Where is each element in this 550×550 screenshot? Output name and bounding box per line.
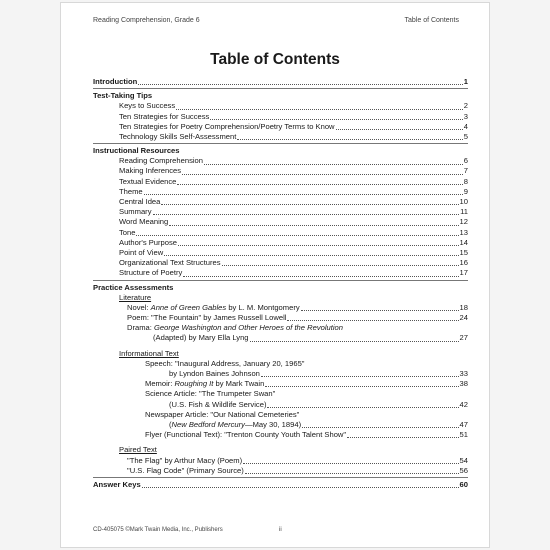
toc-entry: Novel: Anne of Green Gables by L. M. Montgomery 18: [127, 302, 468, 312]
toc-entry-line: Newspaper Article: "Our National Cemeteries": [145, 409, 300, 419]
subsection-heading-literature: Literature: [119, 292, 152, 302]
toc-entry: Keys to Success 2: [119, 101, 468, 111]
toc-entry: Reading Comprehension 6: [119, 156, 468, 166]
running-header-left: Reading Comprehension, Grade 6: [93, 17, 200, 24]
subsection-heading-informational: Informational Text: [119, 348, 179, 358]
toc-entry: Organizational Text Structures 16: [119, 258, 468, 268]
toc-entry: (Adapted) by Mary Ella Lyng 27: [153, 333, 468, 343]
toc-entry: Structure of Poetry 17: [119, 268, 468, 278]
toc-entry-line: Science Article: "The Trumpeter Swan": [145, 389, 276, 399]
toc-entry-line: Speech: "Inaugural Address, January 20, 1965": [145, 358, 305, 368]
subsection-heading-paired: Paired Text: [119, 445, 157, 455]
toc-entry-introduction: Introduction 1: [93, 76, 468, 86]
section-divider: [93, 477, 468, 478]
toc-entry: Point of View 15: [119, 247, 468, 257]
section-heading-instructional: Instructional Resources: [93, 146, 180, 156]
toc-entry: Summary 11: [119, 207, 468, 217]
section-divider: [93, 280, 468, 281]
toc-entry: Textual Evidence 8: [119, 176, 468, 186]
section-divider: [93, 143, 468, 144]
running-header-right: Table of Contents: [404, 17, 459, 24]
toc-entry: Central Idea 10: [119, 197, 468, 207]
toc-entry: Technology Skills Self-Assessment 5: [119, 131, 468, 141]
toc-entry: Tone 13: [119, 227, 468, 237]
document-page: [60, 2, 490, 548]
section-heading-practice: Practice Assessments: [93, 282, 174, 292]
page-number: ii: [279, 527, 282, 533]
toc-entry-line: Drama: George Washington and Other Heroes of the Revolution: [127, 323, 343, 333]
section-heading-test-tips: Test-Taking Tips: [93, 91, 153, 101]
toc-entry: Memoir: Roughing It by Mark Twain 38: [145, 379, 468, 389]
toc-entry: Poem: "The Fountain" by James Russell Lowell 24: [127, 313, 468, 323]
section-divider: [93, 88, 468, 89]
toc-entry: "U.S. Flag Code" (Primary Source) 56: [127, 465, 468, 475]
toc-entry: Making Inferences 7: [119, 166, 468, 176]
page-title: Table of Contents: [210, 51, 340, 68]
footer-publisher: CD-405075 ©Mark Twain Media, Inc., Publishers: [93, 527, 223, 533]
toc-entry: Ten Strategies for Poetry Comprehension/Poetry Terms to Know 4: [119, 121, 468, 131]
toc-entry: by Lyndon Baines Johnson 33: [169, 369, 468, 379]
toc-entry: Flyer (Functional Text): "Trenton County Youth Talent Show" 51: [145, 430, 468, 440]
toc-entry: (U.S. Fish & Wildlife Service) 42: [169, 399, 468, 409]
toc-entry: Word Meaning 12: [119, 217, 468, 227]
toc-entry: Theme 9: [119, 186, 468, 196]
toc-entry-answer-keys: Answer Keys 60: [93, 479, 468, 489]
toc-entry: Author's Purpose 14: [119, 237, 468, 247]
toc-entry: Ten Strategies for Success 3: [119, 111, 468, 121]
toc-entry: (New Bedford Mercury—May 30, 1894) 47: [169, 419, 468, 429]
toc-entry: "The Flag" by Arthur Macy (Poem) 54: [127, 455, 468, 465]
table-of-contents: [93, 77, 468, 490]
